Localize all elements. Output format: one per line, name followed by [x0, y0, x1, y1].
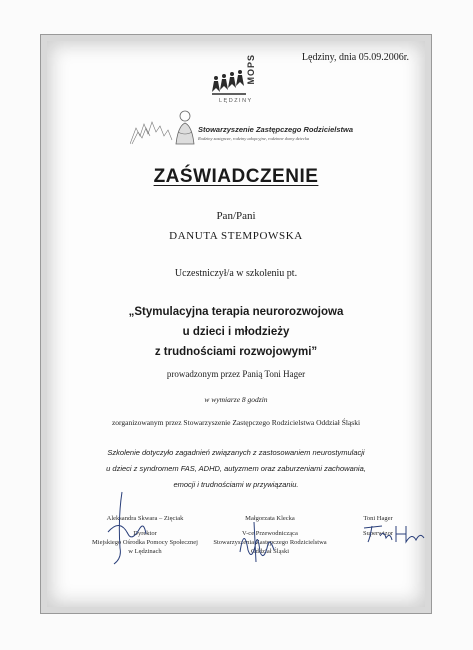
signatory-role: V-ce Przewodnicząca: [242, 530, 298, 537]
note-line-2: u dzieci z syndromem FAS, ADHD, autyzmem oraz zaburzeniami zachowania,: [106, 464, 366, 473]
signature-block-supervisor: [338, 514, 418, 538]
course-title-line-3: z trudnościami rozwojowymi”: [154, 346, 318, 358]
signatory-org: Stowarzyszenia Zastępczego Rodzicielstwa: [213, 539, 327, 546]
signatory-org: Miejskiego Ośrodka Pomocy Społecznej: [92, 539, 198, 546]
course-title-line-2: u dzieci i młodzieży: [182, 326, 290, 338]
signature-block-director: [70, 514, 220, 556]
note-line-3: emocji i trudnościami w przywiązaniu.: [173, 480, 299, 489]
organized-by: zorganizowanym przez Stowarzyszenie Zastępczego Rodzicielstwa Oddział Śląski: [111, 418, 361, 427]
signatory-location: Oddział Śląski: [250, 548, 290, 555]
signature-block-vice-chair: [200, 514, 340, 556]
course-title-line-1: „Stymulacyjna terapia neurorozwojowa: [128, 306, 344, 318]
signatory-name: Toni Hager: [363, 515, 393, 522]
conducted-by: prowadzonym przez Panią Toni Hager: [166, 369, 306, 379]
mops-logo-text: MOPS: [246, 54, 256, 85]
signatory-role: Dyrektor: [133, 530, 157, 537]
duration: w wymiarze 8 godzin: [204, 395, 268, 404]
association-name: Stowarzyszenie Zastępczego Rodzicielstwa: [198, 125, 354, 134]
certificate-title: ZAŚWIADCZENIE: [153, 166, 319, 187]
association-logo-icon: [130, 106, 200, 146]
mops-logo-subtitle: LĘDZINY: [219, 98, 253, 104]
note-line-1: Szkolenie dotyczyło zagadnień związanych z zastosowaniem neurostymulacji: [107, 448, 365, 457]
signatory-location: w Lędzinach: [128, 548, 162, 555]
recipient-name: DANUTA STEMPOWSKA: [169, 230, 303, 242]
salutation: Pan/Pani: [216, 210, 256, 222]
association-motto: Rodziny zastępcze, rodziny adopcyjne, rodzinne domy dziecka: [198, 136, 310, 141]
signatory-name: Małgorzata Klecka: [245, 515, 295, 522]
issue-date: Lędziny, dnia 05.09.2006r.: [301, 52, 409, 63]
signatory-role: Superwizor: [363, 530, 393, 537]
signatory-name: Aleksandra Skwara – Zięciak: [106, 515, 184, 522]
participation-text: Uczestniczył/a w szkoleniu pt.: [174, 268, 298, 279]
